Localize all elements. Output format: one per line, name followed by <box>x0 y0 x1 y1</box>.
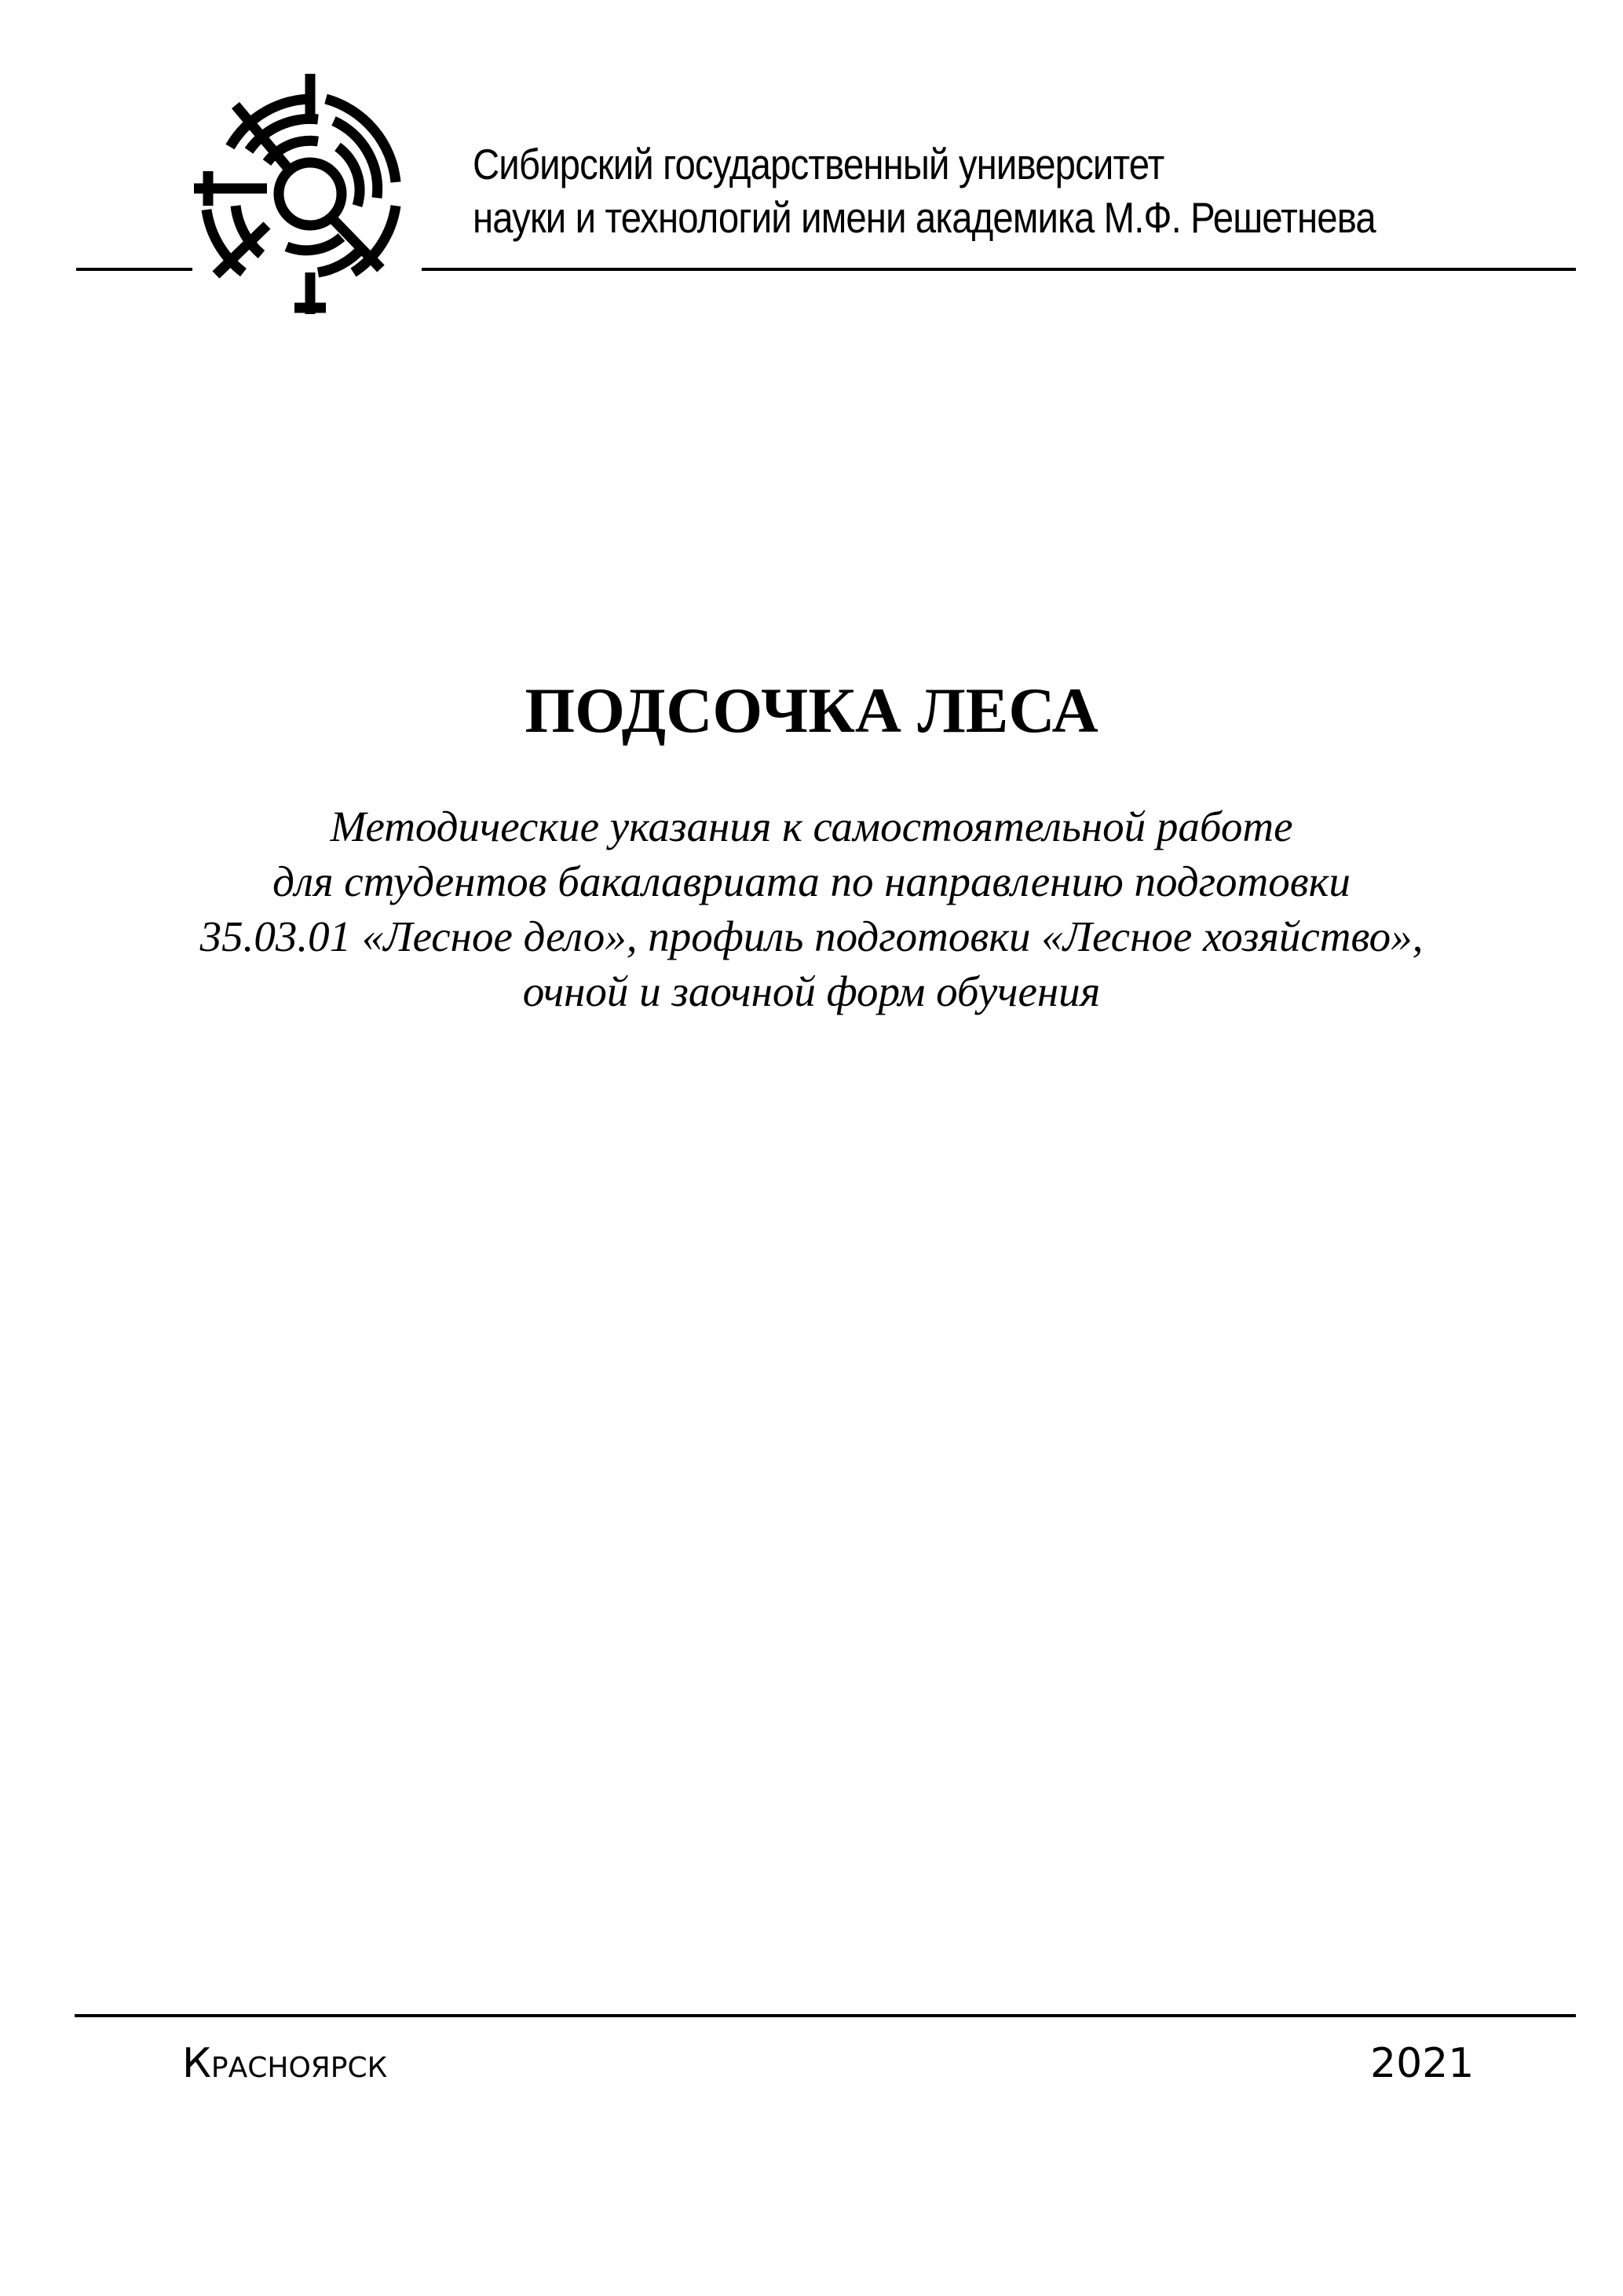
subtitle-line: очной и заочной форм обучения <box>522 967 1101 1015</box>
subtitle-line: Методические указания к самостоятельной работе <box>330 803 1293 850</box>
university-name-line1: Сибирский государственный университет <box>473 140 1164 188</box>
header-rule-left <box>76 268 192 271</box>
document-subtitle <box>0 799 1623 1019</box>
header-rule-right <box>422 268 1576 271</box>
university-name <box>473 137 1376 244</box>
footer-rule <box>75 2014 1576 2017</box>
footer-year: 2021 <box>1370 2040 1475 2087</box>
subtitle-line: для студентов бакалавриата по направлению подготовки <box>272 857 1351 905</box>
subtitle-line: 35.03.01 «Лесное дело», профиль подготовки «Лесное хозяйство», <box>199 912 1424 960</box>
university-name-line2: науки и технологий имени академика М.Ф. Решетнева <box>473 193 1376 242</box>
footer-city: Красноярск <box>182 2040 388 2087</box>
university-emblem-icon <box>192 72 408 316</box>
document-title: ПОДСОЧКА ЛЕСА <box>525 675 1098 746</box>
